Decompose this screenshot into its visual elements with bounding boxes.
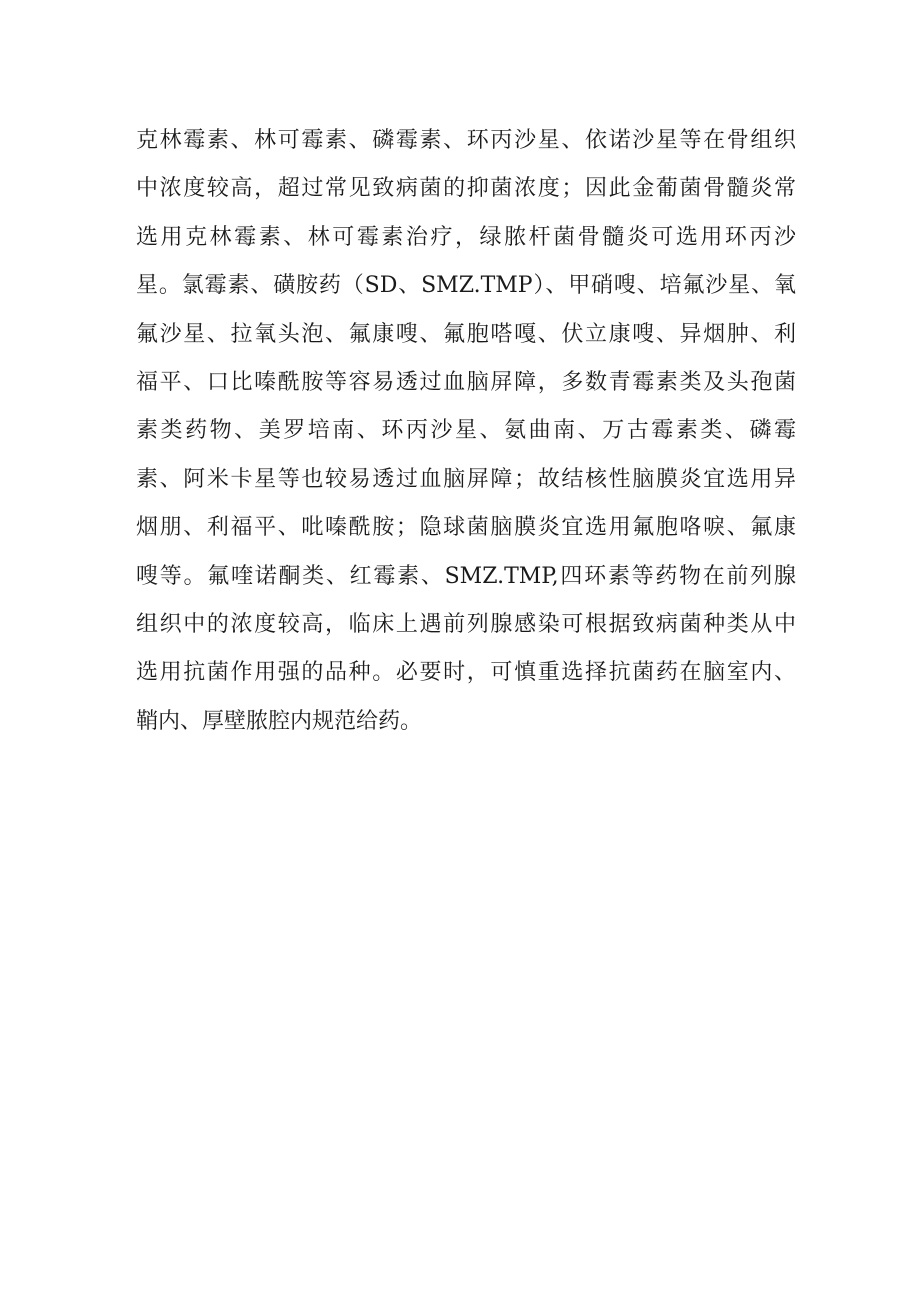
paragraph-line: 福平、口比嗪酰胺等容易透过血脑屏障，多数青霉素类及头孢菌 <box>136 369 796 395</box>
paragraph-line: 素、阿米卡星等也较易透过血脑屏障；故结核性脑膜炎宜选用异 <box>136 466 796 492</box>
paragraph-line: 嗖等。氟喹诺酮类、红霉素、SMZ.TMP,四环素等药物在前列腺 <box>136 563 796 589</box>
paragraph-line: 氟沙星、拉氧头泡、氟康嗖、氟胞嗒嘎、伏立康嗖、异烟肿、利 <box>136 321 796 347</box>
paragraph-line: 选用克林霉素、林可霉素治疗，绿脓杆菌骨髓炎可选用环丙沙 <box>136 224 796 250</box>
paragraph-line: 组织中的浓度较高，临床上遇前列腺感染可根据致病菌种类从中 <box>136 611 796 637</box>
body-paragraph <box>136 117 796 746</box>
paragraph-line: 选用抗菌作用强的品种。必要时，可慎重选择抗菌药在脑室内、 <box>136 660 796 686</box>
paragraph-line: 烟朋、利福平、吡嗪酰胺；隐球菌脑膜炎宜选用氟胞咯唳、氟康 <box>136 515 796 541</box>
paragraph-line: 克林霉素、林可霉素、磷霉素、环丙沙星、依诺沙星等在骨组织 <box>136 128 796 153</box>
paragraph-line: 中浓度较高，超过常见致病菌的抑菌浓度；因此金葡菌骨髓炎常 <box>136 176 796 202</box>
paragraph-line: 素类药物、美罗培南、环丙沙星、氨曲南、万古霉素类、磷霉 <box>136 418 796 444</box>
paragraph-line: 星。氯霉素、磺胺药（SD、SMZ.TMP）、甲硝嗖、培氟沙星、氧 <box>136 273 796 299</box>
paragraph-line-last: 鞘内、厚壁脓腔内规范给药。 <box>136 708 423 734</box>
